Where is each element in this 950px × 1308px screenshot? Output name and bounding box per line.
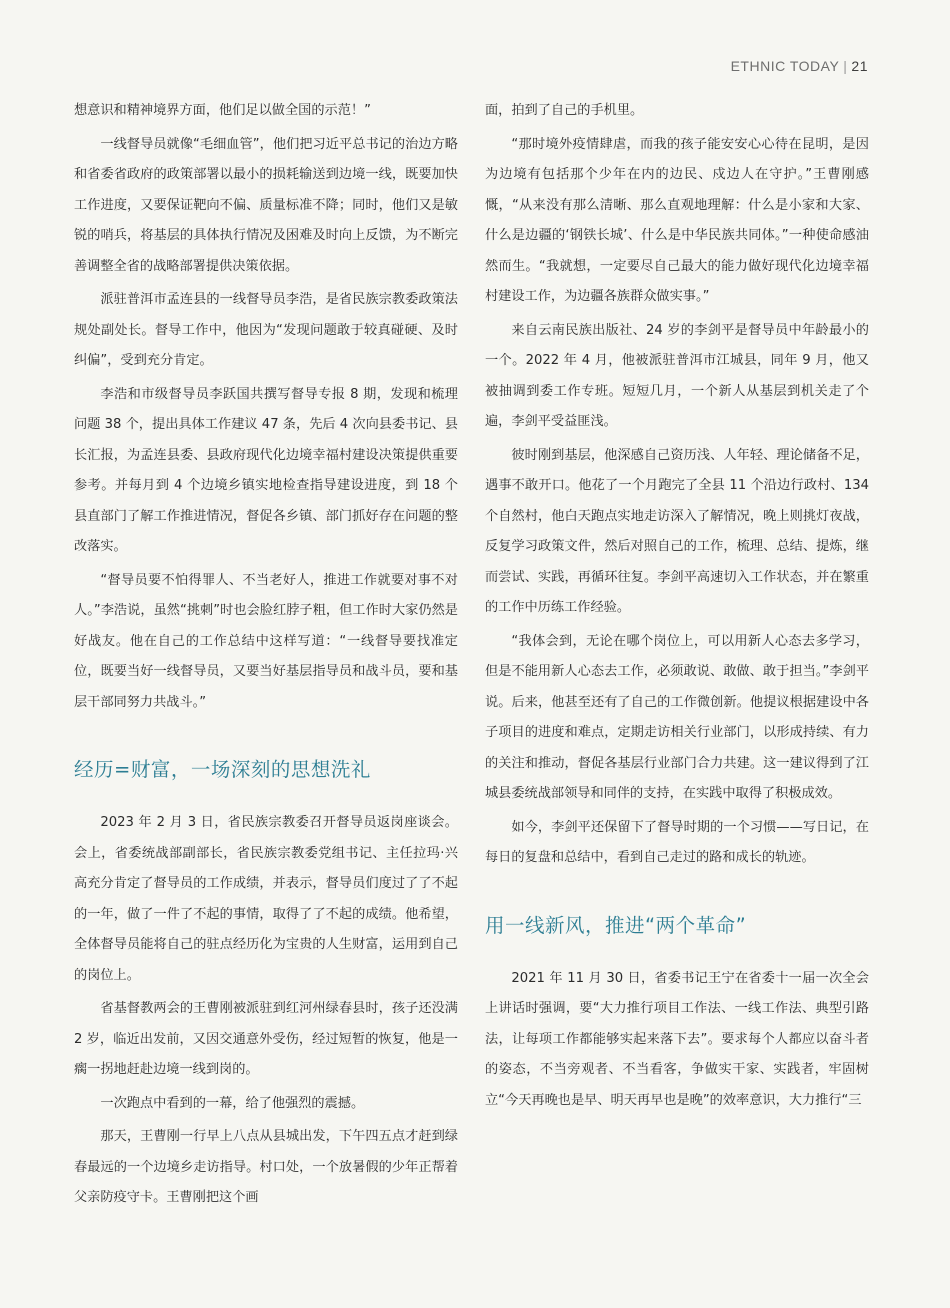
paragraph: 2021 年 11 月 30 日，省委书记王宁在省委十一届一次全会上讲话时强调，要“大力推行项目工作法、一线工作法、典型引路法，让每项工作都能够实起来落下去”。要求每个人都应以奋斗者的姿态，不当旁观者、不当看客，争做实干家、实践者，牢固树立“今天再晚也是早、明天再早也是晚”的效率意识，大力推行“三 xyxy=(485,970,869,1108)
paragraph: 省基督教两会的王曹刚被派驻到红河州绿春县时，孩子还没满 2 岁，临近出发前，又因交通意外受伤，经过短暂的恢复，他是一瘸一拐地赶赴边境一线到岗的。 xyxy=(74,1001,458,1077)
paragraph: 来自云南民族出版社、24 岁的李剑平是督导员中年龄最小的一个。2022 年 4 月，他被派驻普洱市江城县，同年 9 月，他又被抽调到委工作专班。短短几月，一个新人从基层到机关走了个遍，李剑平受益匪浅。 xyxy=(485,322,869,429)
paragraph: 那天，王曹刚一行早上八点从县城出发，下午四五点才赶到绿春最远的一个边境乡走访指导。村口处，一个放暑假的少年正帮着父亲防疫守卡。王曹刚把这个画 xyxy=(74,1129,458,1205)
paragraph: 想意识和精神境界方面，他们足以做全国的示范！” xyxy=(74,103,371,118)
magazine-name: ETHNIC TODAY xyxy=(730,58,840,74)
paragraph: 派驻普洱市孟连县的一线督导员李浩，是省民族宗教委政策法规处副处长。督导工作中，他因为“发现问题敢于较真碰硬、及时纠偏”，受到充分肯定。 xyxy=(74,292,458,368)
paragraph: “督导员要不怕得罪人、不当老好人，推进工作就要对事不对人。”李浩说，虽然“挑刺”时也会脸红脖子粗，但工作时大家仍然是好战友。他在自己的工作总结中这样写道：“一线督导要找准定位，既要当好一线督导员，又要当好基层指导员和战斗员，要和基层干部同努力共战斗。” xyxy=(74,572,458,710)
paragraph: 面，拍到了自己的手机里。 xyxy=(485,103,644,118)
right-column xyxy=(485,96,869,1119)
paragraph: 2023 年 2 月 3 日，省民族宗教委召开督导员返岗座谈会。会上，省委统战部副部长，省民族宗教委党组书记、主任拉玛·兴高充分肯定了督导员的工作成绩，并表示，督导员们度过了了不起的一年，做了一件了不起的事情，取得了了不起的成绩。他希望，全体督导员能将自己的驻点经历化为宝贵的人生财富，运用到自己的岗位上。 xyxy=(74,815,458,983)
left-column xyxy=(74,96,458,1217)
page-number: 21 xyxy=(851,58,868,74)
paragraph: 彼时刚到基层，他深感自己资历浅、人年轻、理论储备不足，遇事不敢开口。他花了一个月跑完了全县 11 个沿边行政村、134 个自然村，他白天跑点实地走访深入了解情况，晚上则挑灯夜战，反复学习政策文件，然后对照自己的工作，梳理、总结、提炼，继而尝试、实践，再循环往复。李剑平高速切入工作状态，并在繁重的工作中历练工作经验。 xyxy=(485,447,869,615)
running-header xyxy=(731,58,868,74)
header-separator: | xyxy=(843,58,848,74)
section-heading: 用一线新风，推进“两个革命” xyxy=(485,913,747,937)
paragraph: “那时境外疫情肆虐，而我的孩子能安安心心待在昆明，是因为边境有包括那个少年在内的边民、戍边人在守护。”王曹刚感慨，“从来没有那么清晰、那么直观地理解：什么是小家和大家、什么是边疆的‘钢铁长城’、什么是中华民族共同体。”一种使命感油然而生。“我就想，一定要尽自己最大的能力做好现代化边境幸福村建设工作，为边疆各族群众做实事。” xyxy=(485,136,869,304)
paragraph: 一线督导员就像“毛细血管”，他们把习近平总书记的治边方略和省委省政府的政策部署以最小的损耗输送到边境一线，既要加快工作进度，又要保证靶向不偏、质量标准不降；同时，他们又是敏锐的哨兵，将基层的具体执行情况及困难及时向上反馈，为不断完善调整全省的战略部署提供决策依据。 xyxy=(74,136,458,274)
paragraph: 李浩和市级督导员李跃国共撰写督导专报 8 期，发现和梳理问题 38 个，提出具体工作建议 47 条，先后 4 次向县委书记、县长汇报，为孟连县委、县政府现代化边境幸福村建设决策提供重要参考。并每月到 4 个边境乡镇实地检查指导建设进度，到 18 个县直部门了解工作推进情况，督促各乡镇、部门抓好存在问题的整改落实。 xyxy=(74,386,458,554)
paragraph: 一次跑点中看到的一幕，给了他强烈的震撼。 xyxy=(100,1095,365,1111)
section-heading: 经历=财富，一场深刻的思想洗礼 xyxy=(74,758,371,781)
paragraph: “我体会到，无论在哪个岗位上，可以用新人心态去多学习，但是不能用新人心态去工作，必须敢说、敢做、敢于担当。”李剑平说。后来，他甚至还有了自己的工作微创新。他提议根据建设中各子项目的进度和难点，定期走访相关行业部门，以形成持续、有力的关注和推动，督促各基层行业部门合力共建。这一建议得到了江城县委统战部领导和同伴的支持，在实践中取得了积极成效。 xyxy=(485,633,869,801)
paragraph: 如今，李剑平还保留下了督导时期的一个习惯——写日记，在每日的复盘和总结中，看到自己走过的路和成长的轨迹。 xyxy=(485,819,869,865)
